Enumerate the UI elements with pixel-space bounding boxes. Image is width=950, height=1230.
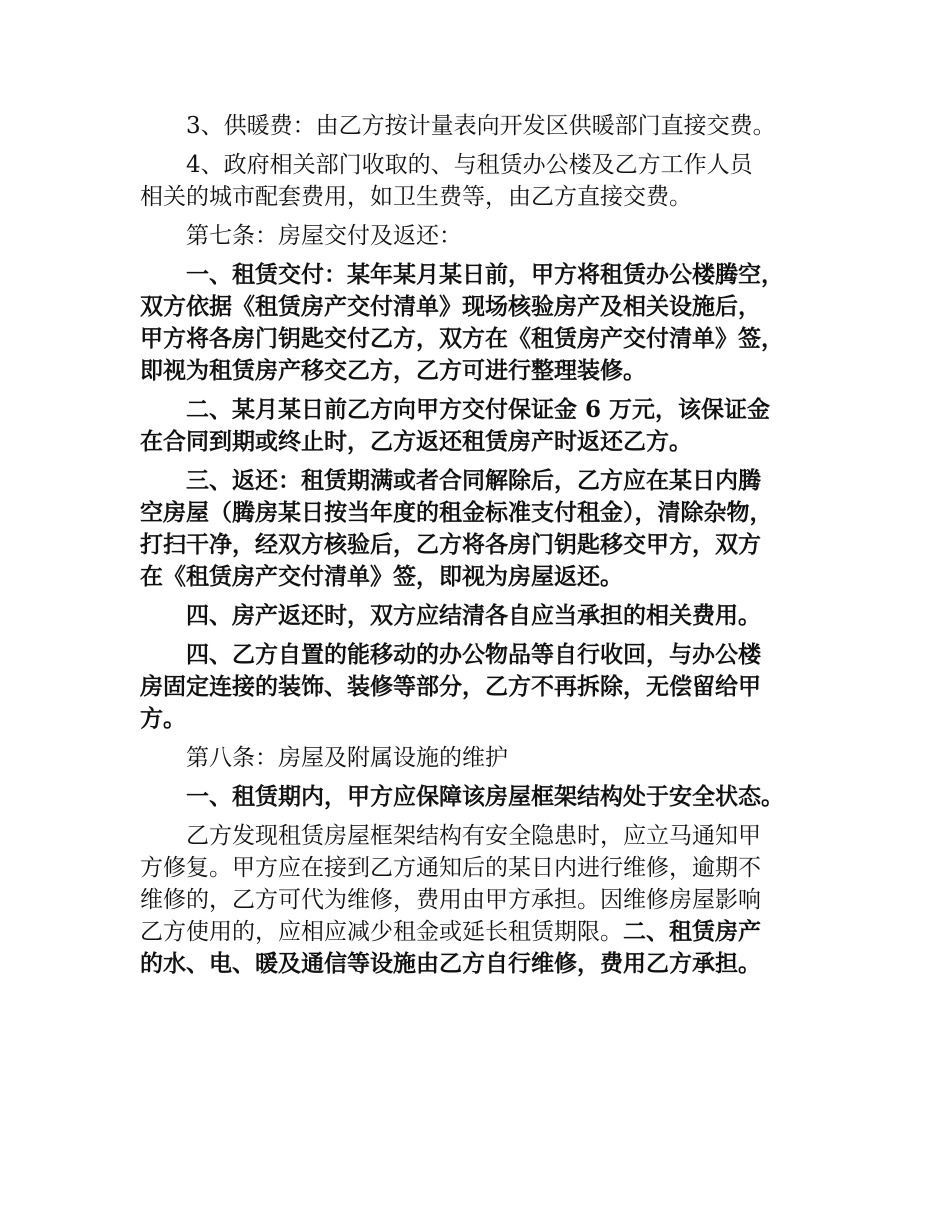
paragraph-line: 的水、电、暖及通信等设施由乙方自行维修，费用乙方承担。 bbox=[140, 950, 761, 977]
paragraph-text: 一、租赁期内，甲方应保障该房屋框架结构处于安全状态。 bbox=[186, 783, 784, 810]
document-page bbox=[140, 110, 822, 987]
paragraph-line: 打扫干净，经双方核验后，乙方将各房门钥匙移交甲方，双方 bbox=[140, 531, 761, 558]
paragraph-line: 4、政府相关部门收取的、与租赁办公楼及乙方工作人员 bbox=[186, 152, 753, 178]
paragraph-deposit bbox=[140, 394, 822, 458]
paragraph-line: 空房屋（腾房某日按当年度的租金标准支付租金），清除杂物， bbox=[140, 499, 773, 526]
paragraph-return bbox=[140, 465, 822, 593]
paragraph-movable-items bbox=[140, 639, 822, 735]
paragraph-line-bold: 二、租赁房产 bbox=[623, 918, 761, 945]
paragraph-line-regular: 乙方使用的，应相应减少租金或延长租赁期限。 bbox=[140, 919, 623, 945]
paragraph-line: 房固定连接的装饰、装修等部分，乙方不再拆除，无偿留给甲 bbox=[140, 673, 761, 700]
paragraph-structure-safety bbox=[140, 781, 822, 813]
paragraph-line: 维修的，乙方可代为维修，费用由甲方承担。因维修房屋影响 bbox=[140, 887, 761, 913]
paragraph-line: 即视为租赁房产移交乙方，乙方可进行整理装修。 bbox=[140, 357, 646, 384]
paragraph-repairs bbox=[140, 820, 822, 980]
paragraph-line: 甲方将各房门钥匙交付乙方，双方在《租赁房产交付清单》签， bbox=[140, 325, 784, 352]
paragraph-lease-delivery bbox=[140, 259, 822, 387]
paragraph-line: 方修复。甲方应在接到乙方通知后的某日内进行维修，逾期不 bbox=[140, 855, 761, 881]
section-heading-article-8 bbox=[140, 742, 822, 774]
paragraph-line: 在合同到期或终止时，乙方返还租赁房产时返还乙方。 bbox=[140, 428, 692, 455]
paragraph-text: 3、供暖费：由乙方按计量表向开发区供暖部门直接交费。 bbox=[186, 113, 776, 139]
paragraph-line: 二、某月某日前乙方向甲方交付保证金 6 万元，该保证金 bbox=[186, 396, 771, 423]
heading-text: 第八条：房屋及附属设施的维护 bbox=[186, 745, 508, 771]
paragraph-settle-fees bbox=[140, 600, 822, 632]
paragraph-line: 乙方发现租赁房屋框架结构有安全隐患时，应立马通知甲 bbox=[186, 823, 761, 849]
paragraph-government-fees bbox=[140, 149, 822, 213]
paragraph-line: 方。 bbox=[140, 705, 186, 732]
paragraph-text: 四、房产返还时，双方应结清各自应当承担的相关费用。 bbox=[186, 602, 761, 629]
paragraph-line: 一、租赁交付：某年某月某日前，甲方将租赁办公楼腾空， bbox=[186, 261, 784, 288]
paragraph-line bbox=[140, 916, 822, 948]
heading-text: 第七条：房屋交付及返还： bbox=[186, 223, 462, 249]
section-heading-article-7 bbox=[140, 220, 822, 252]
paragraph-line: 在《租赁房产交付清单》签，即视为房屋返还。 bbox=[140, 563, 623, 590]
paragraph-line: 四、乙方自置的能移动的办公物品等自行收回，与办公楼 bbox=[186, 641, 761, 668]
paragraph-line: 三、返还：租赁期满或者合同解除后，乙方应在某日内腾 bbox=[186, 467, 761, 494]
paragraph-heating-fee bbox=[140, 110, 822, 142]
paragraph-line: 双方依据《租赁房产交付清单》现场核验房产及相关设施后， bbox=[140, 293, 761, 320]
paragraph-line: 相关的城市配套费用，如卫生费等，由乙方直接交费。 bbox=[140, 184, 692, 210]
